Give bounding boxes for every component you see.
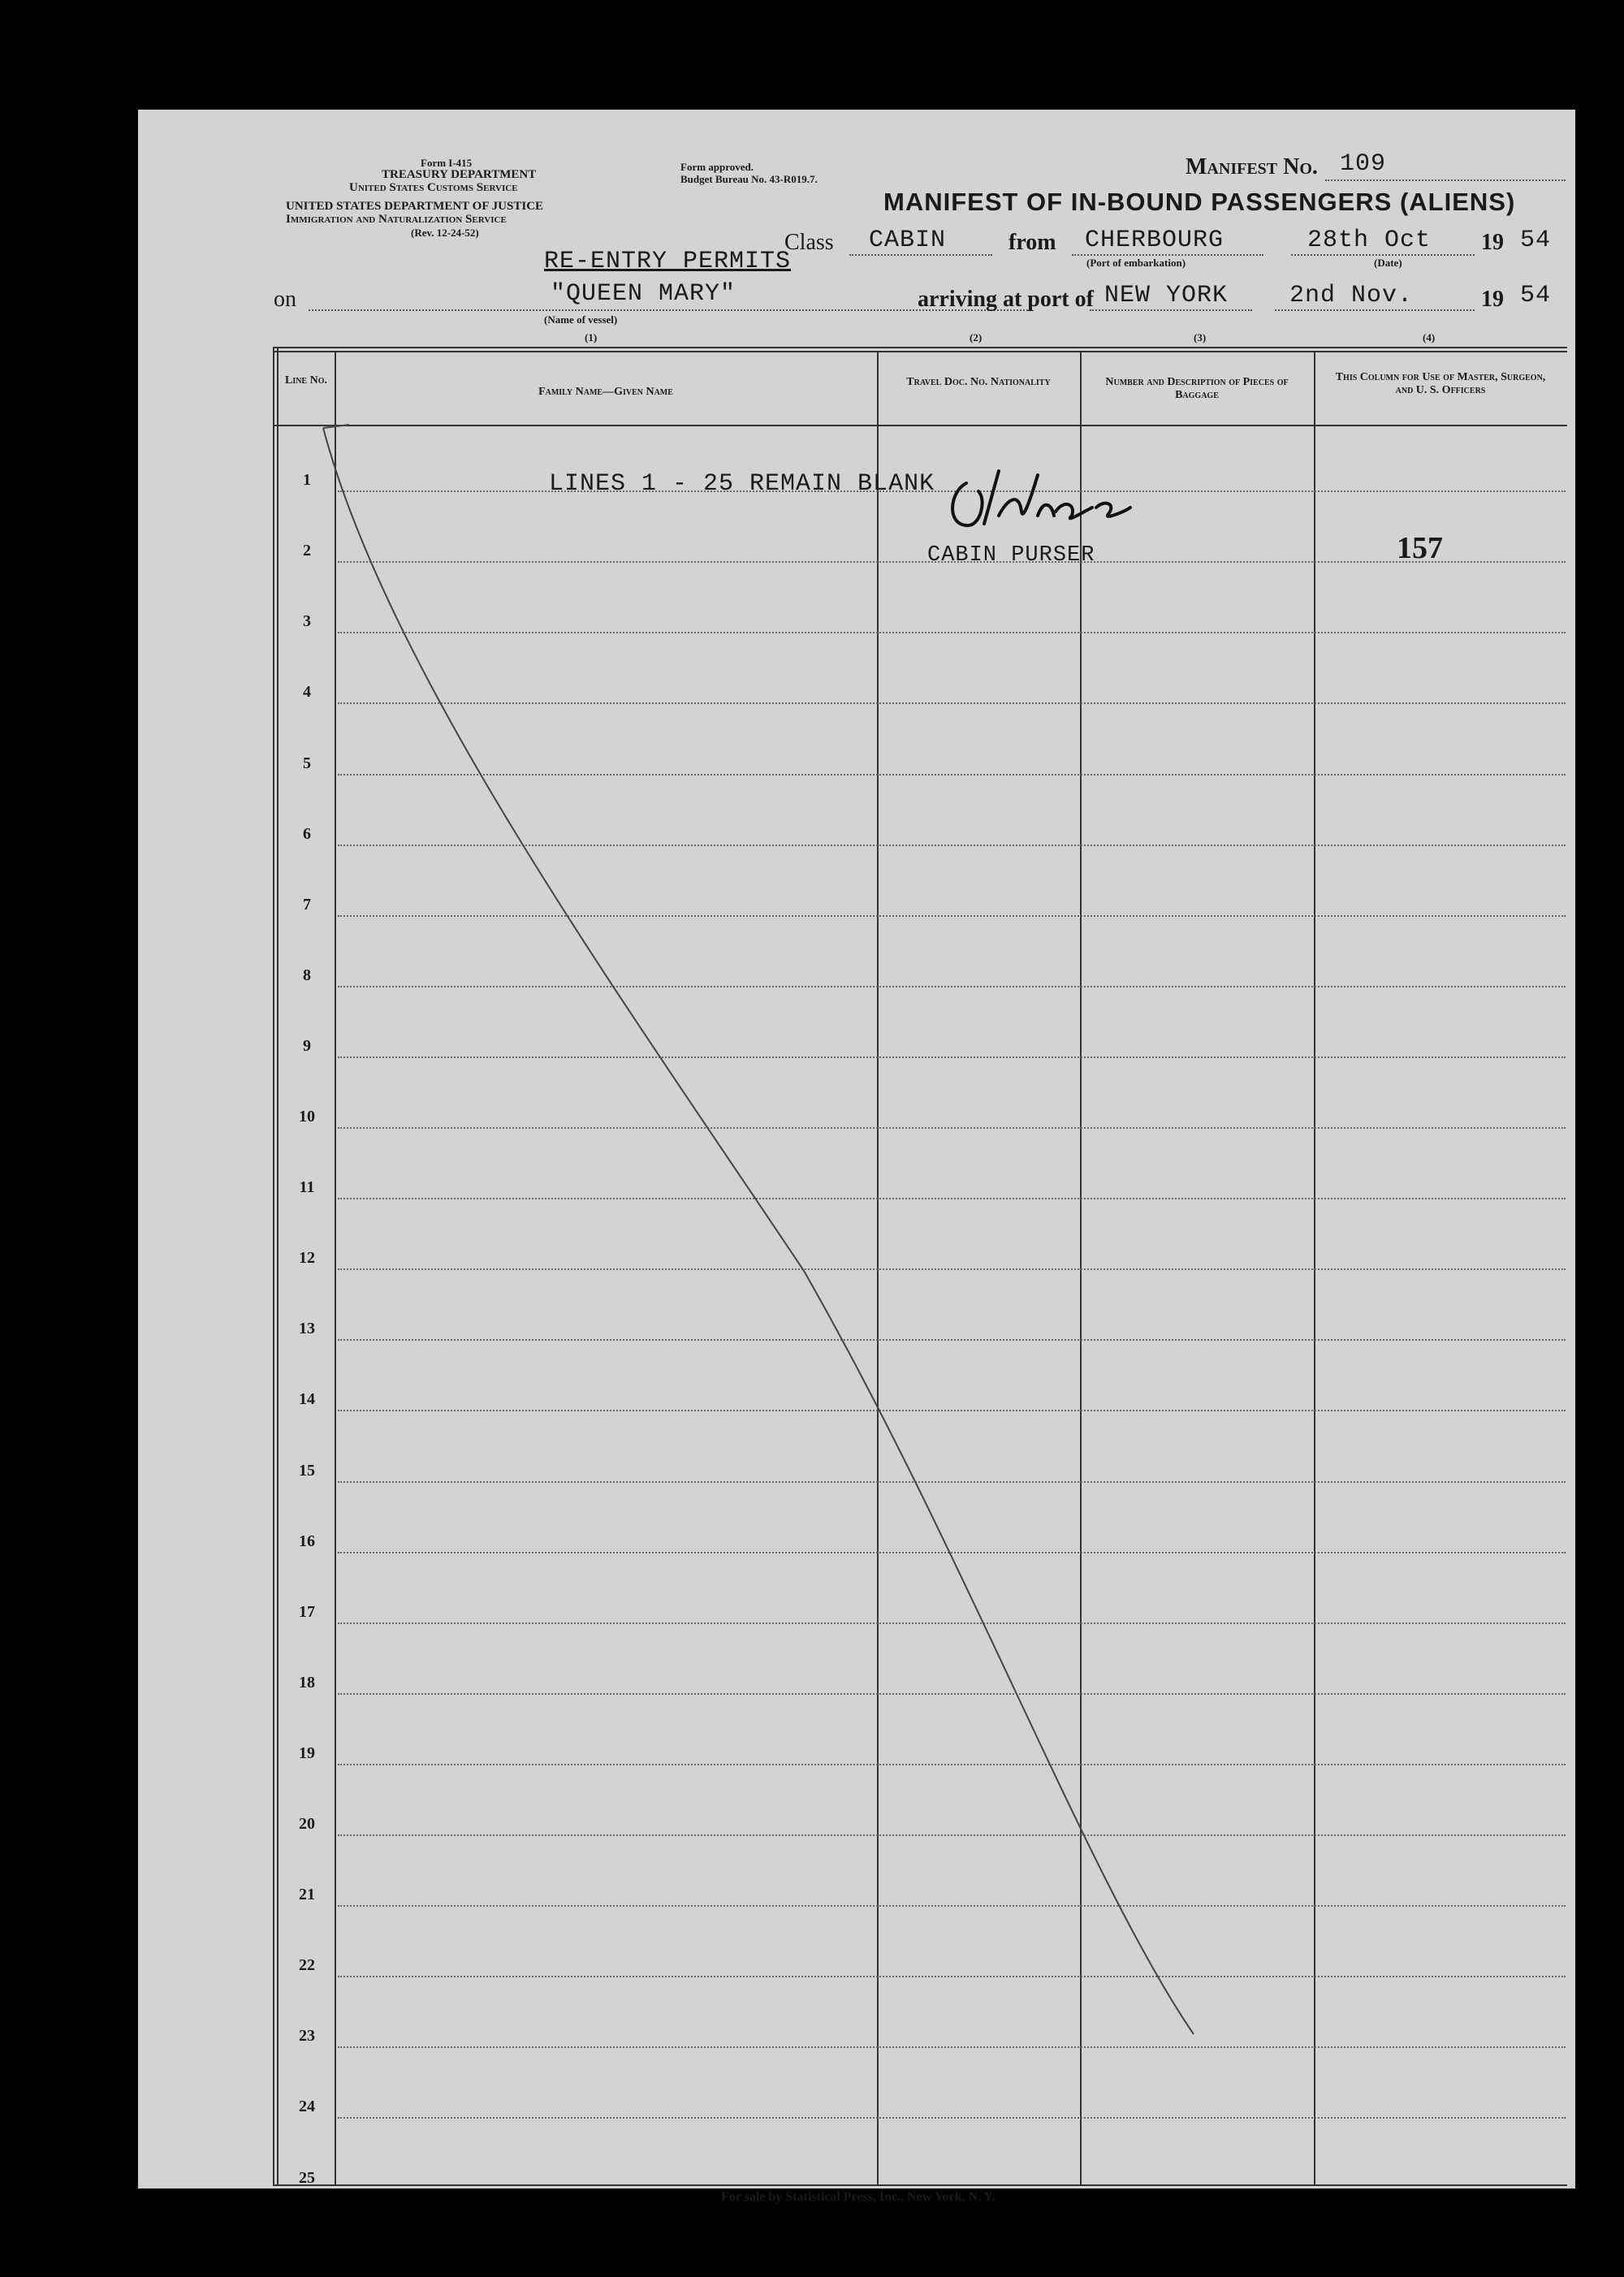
line-number: 18 bbox=[299, 1673, 315, 1692]
manifest-title: MANIFEST OF IN-BOUND PASSENGERS (ALIENS) bbox=[883, 188, 1516, 216]
vessel-caption: (Name of vessel) bbox=[544, 313, 618, 326]
line-number: 10 bbox=[299, 1108, 315, 1126]
line-number: 3 bbox=[303, 612, 311, 631]
blank-annotation: LINES 1 - 25 REMAIN BLANK bbox=[549, 470, 935, 498]
table-top-rule-2 bbox=[273, 351, 1567, 352]
line-number: 8 bbox=[303, 966, 311, 984]
line-number: 9 bbox=[303, 1036, 311, 1055]
line-number: 12 bbox=[299, 1249, 315, 1268]
arrival-port: NEW YORK bbox=[1104, 282, 1229, 309]
line-number: 19 bbox=[299, 1743, 315, 1762]
arrival-year: 54 bbox=[1520, 282, 1552, 309]
treasury-dept: TREASURY DEPARTMENT bbox=[382, 168, 537, 181]
justice-dept: UNITED STATES DEPARTMENT OF JUSTICE bbox=[286, 200, 544, 213]
line-number: 4 bbox=[303, 683, 311, 702]
table-bottom-rule bbox=[273, 2184, 1567, 2186]
cancel-diagonal-line bbox=[317, 418, 1291, 2124]
line-number: 25 bbox=[299, 2168, 315, 2187]
table-top-rule bbox=[273, 347, 1567, 348]
line-number: 24 bbox=[299, 2098, 315, 2116]
col-num-3: (3) bbox=[1194, 331, 1207, 343]
customs-service: United States Customs Service bbox=[349, 181, 518, 194]
line-number: 23 bbox=[299, 2027, 315, 2046]
port-caption: (Port of embarkation) bbox=[1086, 257, 1186, 269]
manifest-no-line bbox=[1325, 179, 1566, 181]
re-entry-permits: RE-ENTRY PERMITS bbox=[544, 248, 792, 275]
class-value: CABIN bbox=[869, 227, 947, 254]
header-officers: This Column for Use of Master, Surgeon, and U. S. Officers bbox=[1335, 371, 1546, 396]
line-number: 1 bbox=[303, 471, 311, 490]
manifest-number: 109 bbox=[1340, 150, 1387, 178]
arriving-label: arriving at port of bbox=[918, 287, 1094, 312]
year-prefix: 19 bbox=[1481, 230, 1504, 255]
arrival-date-line bbox=[1275, 309, 1475, 311]
header-baggage: Number and Description of Pieces of Baggage bbox=[1105, 376, 1289, 401]
header-line-no: Line No. bbox=[284, 374, 327, 387]
table-left-border-2 bbox=[277, 347, 279, 2186]
header-travel-doc: Travel Doc. No. Nationality bbox=[906, 376, 1051, 388]
on-label: on bbox=[274, 287, 296, 312]
header-name: Family Name—Given Name bbox=[538, 386, 673, 398]
line-number: 15 bbox=[299, 1461, 315, 1480]
line-number: 7 bbox=[303, 895, 311, 914]
line-number: 17 bbox=[299, 1602, 315, 1621]
line-number: 22 bbox=[299, 1956, 315, 1975]
form-id: Form I-415 bbox=[421, 157, 473, 169]
line-number: 16 bbox=[299, 1532, 315, 1550]
approval-line1: Form approved. bbox=[680, 161, 754, 173]
manifest-page bbox=[138, 110, 1575, 2204]
stamp-number: 157 bbox=[1397, 531, 1443, 565]
approval-line2: Budget Bureau No. 43-R019.7. bbox=[680, 173, 818, 185]
line-number: 14 bbox=[299, 1390, 315, 1409]
purser-title: CABIN PURSER bbox=[927, 543, 1095, 568]
from-value: CHERBOURG bbox=[1085, 227, 1224, 254]
class-line bbox=[849, 254, 992, 256]
col-divider-4 bbox=[1314, 351, 1315, 2184]
arrival-year-prefix: 19 bbox=[1481, 287, 1504, 312]
depart-year: 54 bbox=[1520, 227, 1552, 254]
line-number: 11 bbox=[299, 1178, 315, 1197]
line-number: 5 bbox=[303, 754, 311, 772]
table-left-border bbox=[273, 347, 274, 2186]
from-label: from bbox=[1009, 230, 1056, 255]
ins-service: Immigration and Naturalization Service bbox=[286, 213, 507, 226]
line-number: 6 bbox=[303, 824, 311, 843]
line-number: 13 bbox=[299, 1320, 315, 1338]
arrival-date: 2nd Nov. bbox=[1289, 282, 1414, 309]
line-number: 20 bbox=[299, 1815, 315, 1833]
vessel-name: "QUEEN MARY" bbox=[551, 280, 736, 308]
printer-note: For sale by Statistical Press, Inc., New York, N. Y. bbox=[721, 2190, 996, 2204]
arrival-port-line bbox=[1090, 309, 1252, 311]
col-num-4: (4) bbox=[1423, 331, 1436, 343]
col-num-2: (2) bbox=[970, 331, 983, 343]
class-label: Class bbox=[784, 230, 834, 255]
manifest-label: Manifest No. bbox=[1186, 154, 1318, 179]
date-caption: (Date) bbox=[1374, 257, 1402, 269]
revision: (Rev. 12-24-52) bbox=[411, 227, 479, 239]
depart-date: 28th Oct bbox=[1307, 227, 1432, 254]
col-num-1: (1) bbox=[585, 331, 598, 343]
line-number: 21 bbox=[299, 1886, 315, 1904]
line-number: 2 bbox=[303, 542, 311, 560]
